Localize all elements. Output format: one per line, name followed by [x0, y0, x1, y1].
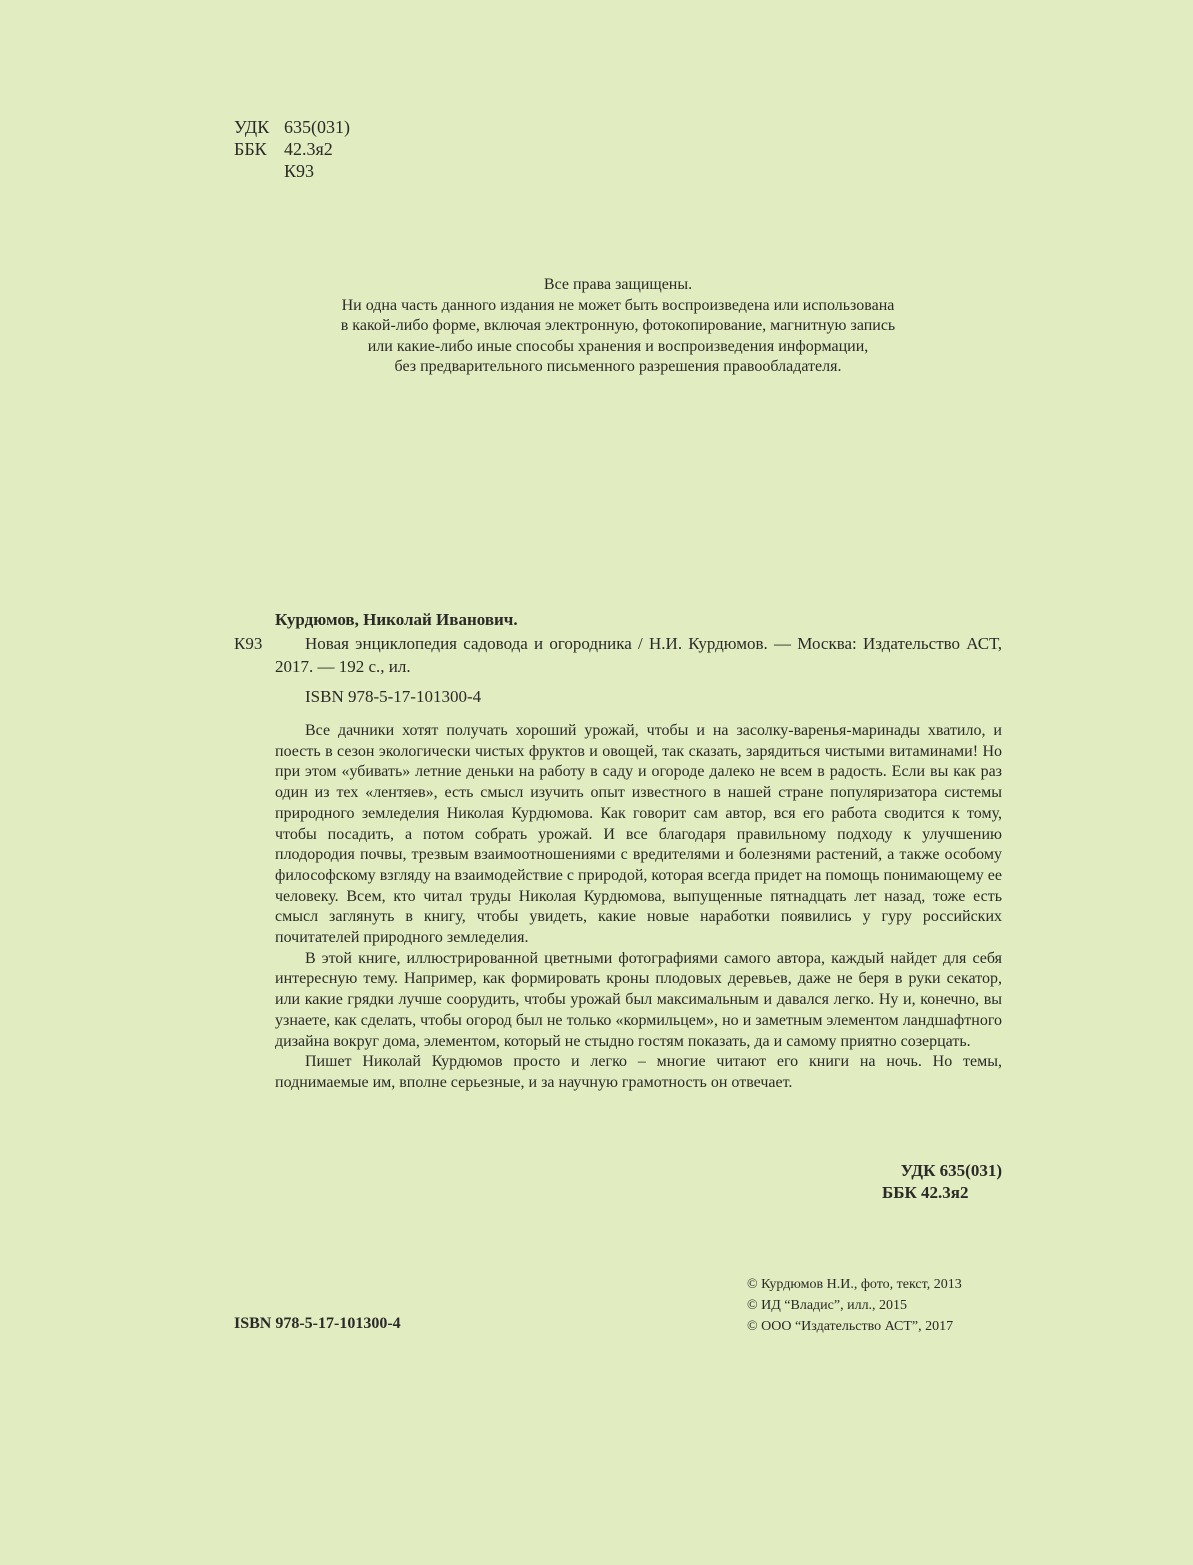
- isbn-bold: ISBN 978-5-17-101300-4: [234, 1315, 401, 1332]
- annotation: [275, 721, 1002, 1094]
- rights-line: или какие-либо иные способы хранения и воспроизведения информации,: [367, 337, 869, 355]
- author-sign-row: [234, 160, 350, 182]
- author-sign-value: К93: [284, 161, 315, 181]
- udk-row: [234, 116, 350, 138]
- rights-line: без предварительного письменного разрешения правообладателя.: [394, 358, 842, 375]
- classification-udk: УДК 635(031): [900, 1161, 1002, 1180]
- bbk-value: 42.3я2: [284, 139, 333, 159]
- catalog-description: Новая энциклопедия садовода и огородника / Н.И. Курдюмов. — Москва: Издательство АСТ, 2017. — 192 с., ил.: [275, 634, 1002, 676]
- catalog-author: Курдюмов, Николай Иванович.: [275, 610, 518, 629]
- udk-value: 635(031): [284, 117, 350, 137]
- copyright-line: © ООО “Издательство АСТ”, 2017: [747, 1319, 954, 1334]
- copyright-line: © ИД “Владис”, илл., 2015: [747, 1298, 908, 1313]
- copyright-line: © Курдюмов Н.И., фото, текст, 2013: [747, 1277, 962, 1292]
- copyright-block: [747, 1274, 962, 1337]
- bbk-label: ББК: [234, 139, 267, 159]
- rights-notice: [234, 275, 1002, 378]
- rights-line: в какой-либо форме, включая электронную, фотокопирование, магнитную запись: [340, 317, 896, 334]
- classification-bbk: ББК 42.3я2: [882, 1183, 969, 1202]
- udk-block: [234, 116, 350, 182]
- annotation-paragraph: Все дачники хотят получать хороший урожай, чтобы и на засолку-варенья-маринады хватило, и поесть в сезон экологически чистых фруктов и овощей, так сказать, зарядиться чистыми витаминами! Но при этом «убивать» летние деньки на работу в саду и огороде далеко не всем в радость. Если вы как раз один из тех «лентяев», есть смысл изучить опыт известного в нашей стране популяризатора системы природного земледелия Николая Курдюмова. Как говорит сам автор, вся его работа сводится к тому, чтобы посадить, а потом собрать урожай. И все благодаря правильному подходу к улучшению плодородия почвы, трезвым взаимоотношениями с вредителями и болезнями растений, а также особому философскому взгляду на взаимодействие с природой, которая всегда придет на помощь понимающему ее человеку. Всем, кто читал труды Николая Курдюмова, выпущенные пятнадцать лет назад, тоже есть смысл заглянуть в книгу, чтобы увидеть, какие новые наработки появились у гуру российских почитателей природного земледелия.: [275, 722, 1002, 947]
- udk-label: УДК: [234, 117, 270, 137]
- author-sign-label: [234, 160, 284, 182]
- rights-line: Все права защищены.: [543, 276, 693, 293]
- rights-line: Ни одна часть данного издания не может быть воспроизведена или использована: [341, 296, 895, 314]
- classification-block: [860, 1160, 1002, 1204]
- catalog-isbn: ISBN 978-5-17-101300-4: [305, 687, 482, 706]
- catalog-code: К93: [234, 634, 263, 653]
- annotation-paragraph: В этой книге, иллюстрированной цветными фотографиями самого автора, каждый найдет для себя интересную тему. Например, как формировать кроны плодовых деревьев, даже не беря в руки секатор, или какие грядки лучше соорудить, чтобы урожай был максимальным и давался легко. Ну и, конечно, вы узнаете, как сделать, чтобы огород был не только «кормильцем», но и заметным элементом ландшафтного дизайна вокруг дома, элементом, который не стыдно гостям показать, да и самому приятно созерцать.: [275, 949, 1002, 1050]
- annotation-paragraph: Пишет Николай Курдюмов просто и легко – многие читают его книги на ночь. Но темы, поднимаемые им, вполне серьезные, и за научную грамотность он отвечает.: [275, 1053, 1002, 1091]
- bbk-row: [234, 138, 350, 160]
